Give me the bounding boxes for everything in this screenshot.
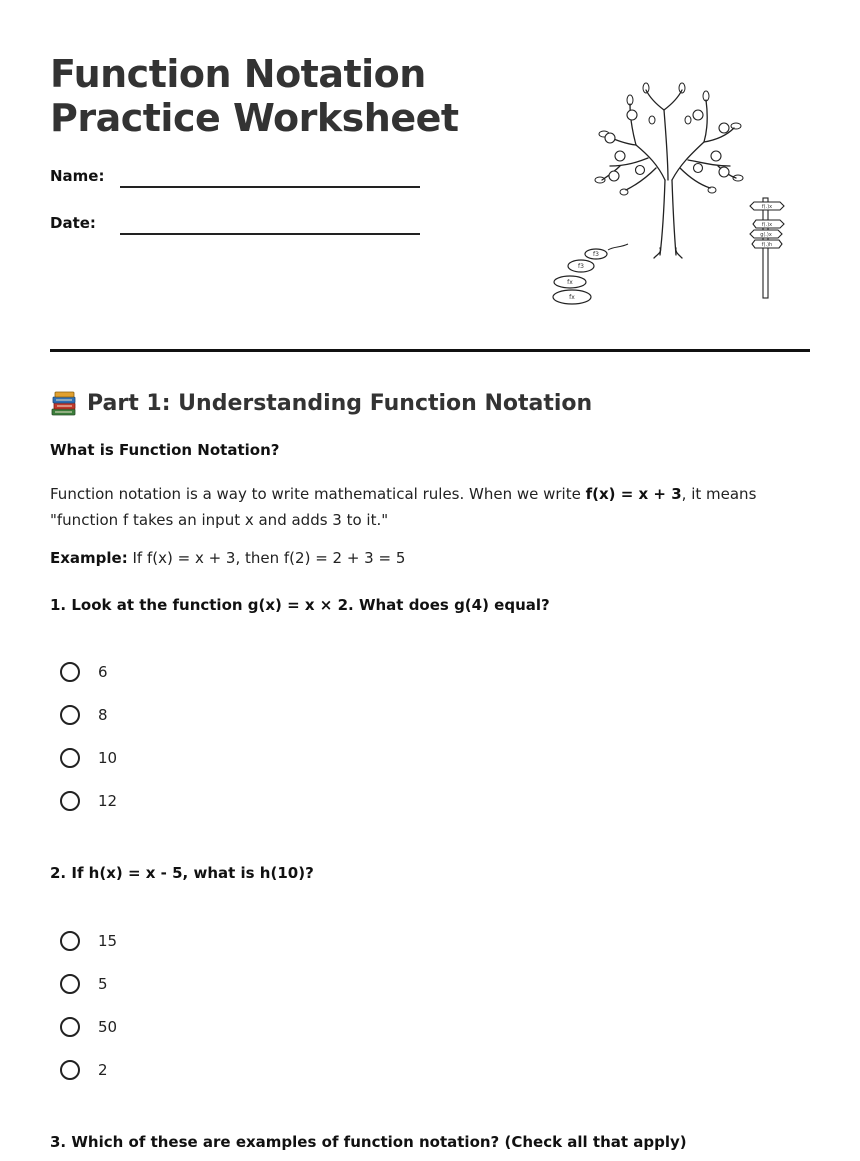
intro-text-before: Function notation is a way to write mathematical rules. When we write — [50, 485, 586, 503]
date-line[interactable] — [120, 233, 420, 235]
part1-title — [50, 390, 592, 418]
date-label: Date: — [50, 214, 96, 232]
radio-button[interactable] — [60, 748, 80, 768]
example-label: Example: — [50, 549, 128, 567]
q1-option-2[interactable] — [60, 702, 108, 728]
question-1: 1. Look at the function g(x) = x × 2. What does g(4) equal? — [50, 596, 550, 614]
part1-title-text: Part 1: Understanding Function Notation — [87, 391, 593, 416]
sign-label-4: f(.)h — [761, 242, 773, 248]
q2-option-1[interactable] — [60, 928, 117, 954]
stone-label-3: fx — [567, 279, 573, 286]
option-label: 12 — [98, 792, 118, 810]
example-text: If f(x) = x + 3, then f(2) = 2 + 3 = 5 — [127, 549, 406, 567]
sign-label-2: f(.)x — [761, 222, 773, 228]
stone-label-4: fx — [569, 294, 575, 301]
radio-button[interactable] — [60, 1060, 80, 1080]
q1-option-1[interactable] — [60, 659, 108, 685]
header-divider — [50, 349, 810, 352]
radio-button[interactable] — [60, 662, 80, 682]
q1-option-3[interactable] — [60, 745, 117, 771]
intro-paragraph — [50, 481, 810, 533]
q2-option-3[interactable] — [60, 1014, 117, 1040]
title-line-2: Practice Worksheet — [50, 96, 459, 140]
q1-option-4[interactable] — [60, 788, 117, 814]
radio-button[interactable] — [60, 931, 80, 951]
radio-button[interactable] — [60, 1017, 80, 1037]
intro-formula: f(x) = x + 3 — [585, 485, 682, 503]
radio-button[interactable] — [60, 974, 80, 994]
option-label: 2 — [98, 1061, 108, 1079]
q2-option-2[interactable] — [60, 971, 108, 997]
option-label: 5 — [98, 975, 108, 993]
example-line — [50, 549, 405, 567]
radio-button[interactable] — [60, 705, 80, 725]
option-label: 6 — [98, 663, 108, 681]
worksheet-title — [50, 52, 470, 140]
tree-illustration — [548, 80, 788, 310]
stone-label-2: f3 — [578, 263, 584, 270]
radio-button[interactable] — [60, 791, 80, 811]
books-icon — [50, 390, 78, 418]
intro-text-after: , it means "function f takes an input x and adds 3 to it." — [50, 485, 757, 529]
name-label: Name: — [50, 167, 105, 185]
sign-label-1: f(.)x — [761, 204, 773, 210]
stone-label-1: f3 — [593, 251, 599, 258]
title-line-1: Function Notation — [50, 52, 426, 96]
question-3: 3. Which of these are examples of function notation? (Check all that apply) — [50, 1133, 687, 1151]
option-label: 8 — [98, 706, 108, 724]
name-line[interactable] — [120, 186, 420, 188]
what-is-heading: What is Function Notation? — [50, 441, 280, 459]
option-label: 50 — [98, 1018, 118, 1036]
sign-label-3: g(.)x — [760, 232, 772, 238]
q2-option-4[interactable] — [60, 1057, 108, 1083]
option-label: 15 — [98, 932, 118, 950]
option-label: 10 — [98, 749, 118, 767]
question-2: 2. If h(x) = x - 5, what is h(10)? — [50, 864, 314, 882]
